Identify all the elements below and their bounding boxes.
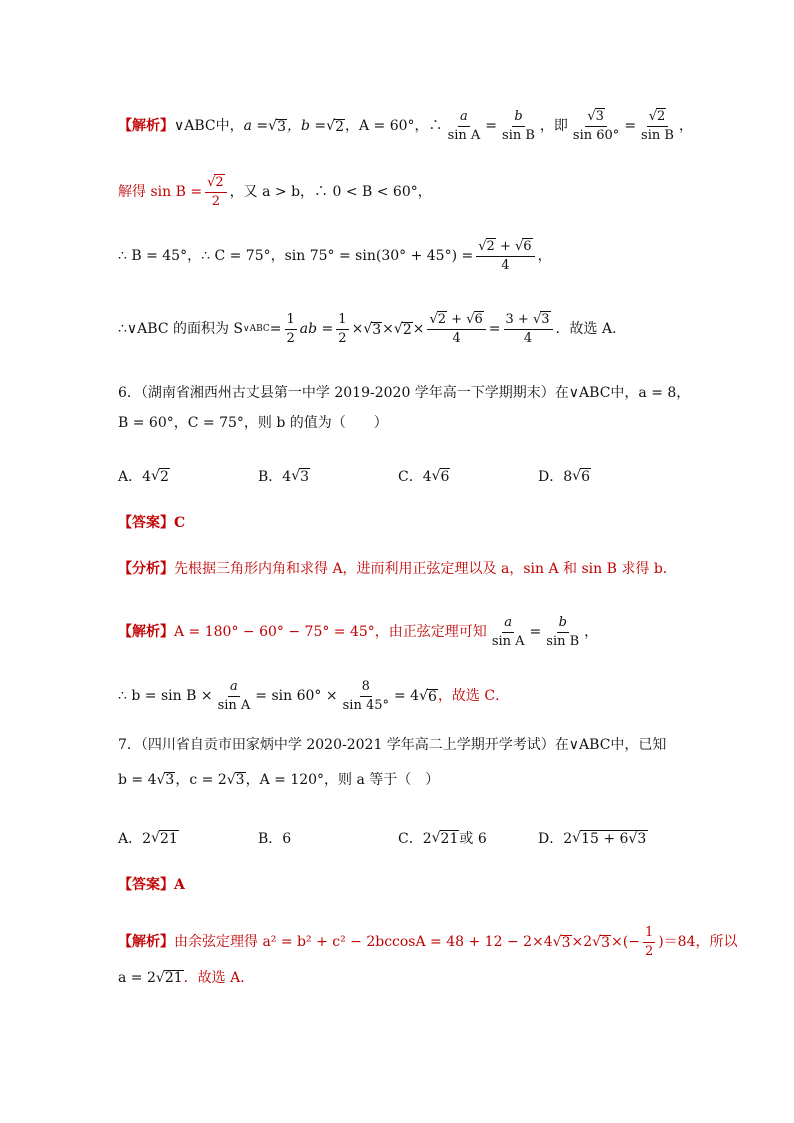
q6-analysis: 【分析】 先根据三角形内角和求得 A，进而利用正弦定理以及 a，sin A 和 sin B 求得 b． [118, 561, 677, 577]
sqrt-icon: √ [572, 468, 582, 484]
fraction: $\frac{√2 + √6}{4}$ [476, 240, 534, 274]
sqrt-icon: √ [478, 239, 487, 254]
sqrt-icon: √ [156, 771, 166, 788]
q6-option-b[interactable]: B．4 √ 3 [258, 468, 310, 485]
sqrt-icon: √ [648, 109, 657, 124]
q6-option-d[interactable]: D．8 √ 6 [538, 468, 590, 485]
s5-line3: ∴ B = 45°，∴ C = 75°，sin 75° = sin(30° + 45°) = $\frac{√2 + √6}{4}$ ， [118, 239, 552, 274]
sqrt-icon: √ [326, 118, 336, 135]
sqrt-icon: √ [466, 312, 475, 327]
fraction: $\frac{1}{2}$ [338, 312, 347, 347]
fraction: $\frac{b}{\text{sin B}}$ [546, 615, 580, 650]
fraction: $\frac{a}{\text{sin A}}$ [447, 109, 481, 144]
text: ∨ABC中， [174, 118, 244, 135]
fraction: $\frac{√2}{2}$ [205, 176, 227, 210]
fraction: $\frac{3 + √3}{4}$ [504, 313, 553, 347]
sqrt-icon: √ [226, 771, 236, 788]
sqrt-icon: √ [429, 312, 438, 327]
s5-line1: 【解析】 ∨ABC中， a = √ 3 ，b = √ 2 ，A = 60°，∴ $\frac{a}{\text{sin A}}$ = $\frac{b}{\text{sin B}}$ ，即 $\frac{√3}{\sin 60^\circ}$ = $\frac{√2}{\text{sin B}}$ ， [118, 109, 693, 144]
sqrt-icon: √ [431, 468, 441, 484]
q7-stem-line2: b = 4 √ 3 ，c = 2 √ 3 ，A = 120°，则 a 等于（ ） [118, 771, 440, 788]
fraction: $\frac{1}{2}$ [286, 312, 295, 347]
text: ，b = [287, 118, 327, 135]
sqrt-icon: √ [151, 830, 160, 846]
fraction: $\frac{√2 + √6}{4}$ [427, 313, 485, 347]
sqrt-icon: √ [151, 468, 160, 484]
sqrt-icon: √ [628, 830, 638, 847]
q7-option-a[interactable]: A．2 √ 21 [118, 830, 178, 847]
sqrt-icon: √ [431, 830, 441, 846]
fraction: $\frac{8}{\sin 45^\circ}$ [342, 679, 389, 714]
sqrt-icon: √ [587, 109, 596, 124]
q6-stem-line1: 6．（湖南省湘西州古丈县第一中学 2019-2020 学年高一下学期期末）在∨ABC中，a = 8， [118, 385, 691, 401]
sqrt-icon: √ [592, 934, 602, 951]
fraction: $\frac{√3}{\sin 60^\circ}$ [572, 109, 620, 144]
q6-answer: 【答案】 C [118, 515, 186, 531]
q6-option-c[interactable]: C．4 √ 6 [398, 468, 450, 485]
fraction: $\frac{√2}{\text{sin B}}$ [641, 109, 674, 144]
sqrt-icon: √ [268, 118, 278, 135]
sqrt-icon: √ [552, 934, 562, 951]
text: ∴ B = 45°，∴ C = 75°，sin 75° = sin(30° + 45°) = [118, 248, 474, 265]
text: 解得 sin B = [118, 184, 203, 201]
q7-answer: 【答案】 A [118, 877, 185, 893]
q7-stem-line1: 7．（四川省自贡市田家炳中学 2020-2021 学年高二上学期开学考试）在∨ABC中，已知 [118, 737, 667, 753]
q6-option-a[interactable]: A．4 √ 2 [118, 468, 169, 485]
subscript: ∨ABC [243, 323, 270, 334]
s5-line2 [118, 176, 432, 210]
q7-option-d[interactable]: D．2 √ 15 + 6√3 [538, 830, 647, 847]
fraction: $\frac{b}{\text{sin B}}$ [502, 109, 535, 144]
q7-solution-line1: 【解析】 由余弦定理得 a² = b² + c² − 2bccosA = 48 + 12 − 2×4 √ 3 ×2 √ 3 ×(− $\frac{1}{2}$ )＝84，所以 [118, 925, 738, 960]
q7-option-c[interactable]: C．2 √ 21 或 6 [398, 830, 487, 847]
fraction: $\frac{a}{\text{sin A}}$ [217, 679, 251, 714]
sqrt-icon: √ [419, 688, 429, 705]
q6-stem-line2: B = 60°，C = 75°，则 b 的值为（ ） [118, 415, 388, 431]
sqrt-icon: √ [572, 830, 582, 846]
radicand: 3 [277, 118, 286, 135]
sqrt-icon: √ [363, 321, 373, 338]
sqrt-icon: √ [532, 312, 542, 327]
q6-solution-line1: 【解析】 A = 180° − 60° − 75° = 45°，由正弦定理可知 $\frac{a}{\text{sin A}}$ = $\frac{b}{\text{sin B}}$ ， [118, 615, 599, 650]
text: ，又 a > b，∴ 0 < B < 60°， [229, 184, 432, 201]
sqrt-icon: √ [393, 321, 403, 338]
sqrt-icon: √ [207, 175, 216, 190]
sqrt-icon: √ [155, 969, 165, 986]
sqrt-icon: √ [291, 468, 301, 484]
q7-solution-line2: a = 2 √ 21 ．故选 A． [118, 969, 255, 986]
text: ，A = 60°，∴ [345, 118, 443, 135]
analysis-label: 【解析】 [118, 118, 174, 135]
text: ∴∨ABC 的面积为 S [118, 321, 244, 338]
s5-line4: ∴∨ABC 的面积为 S ∨ABC = $\frac{1}{2}$ ab = $\frac{1}{2}$ × √ 3 × √ 2 × $\frac{√2 + √6}{4}$ = $\frac{3 + √3}{4}$ ．故选 A． [118, 312, 627, 347]
fraction: $\frac{1}{2}$ [644, 925, 654, 960]
q7-option-b[interactable]: B．6 [258, 831, 292, 847]
q6-solution-line2: ∴ b = sin B × $\frac{a}{\text{sin A}}$ = sin 60° × $\frac{8}{\sin 45^\circ}$ = 4 √ 6 ，故选 C． [118, 679, 510, 714]
text: a = [243, 118, 269, 135]
radicand: 2 [335, 118, 344, 135]
sqrt-icon: √ [514, 239, 524, 254]
fraction: $\frac{a}{\text{sin A}}$ [491, 615, 525, 650]
